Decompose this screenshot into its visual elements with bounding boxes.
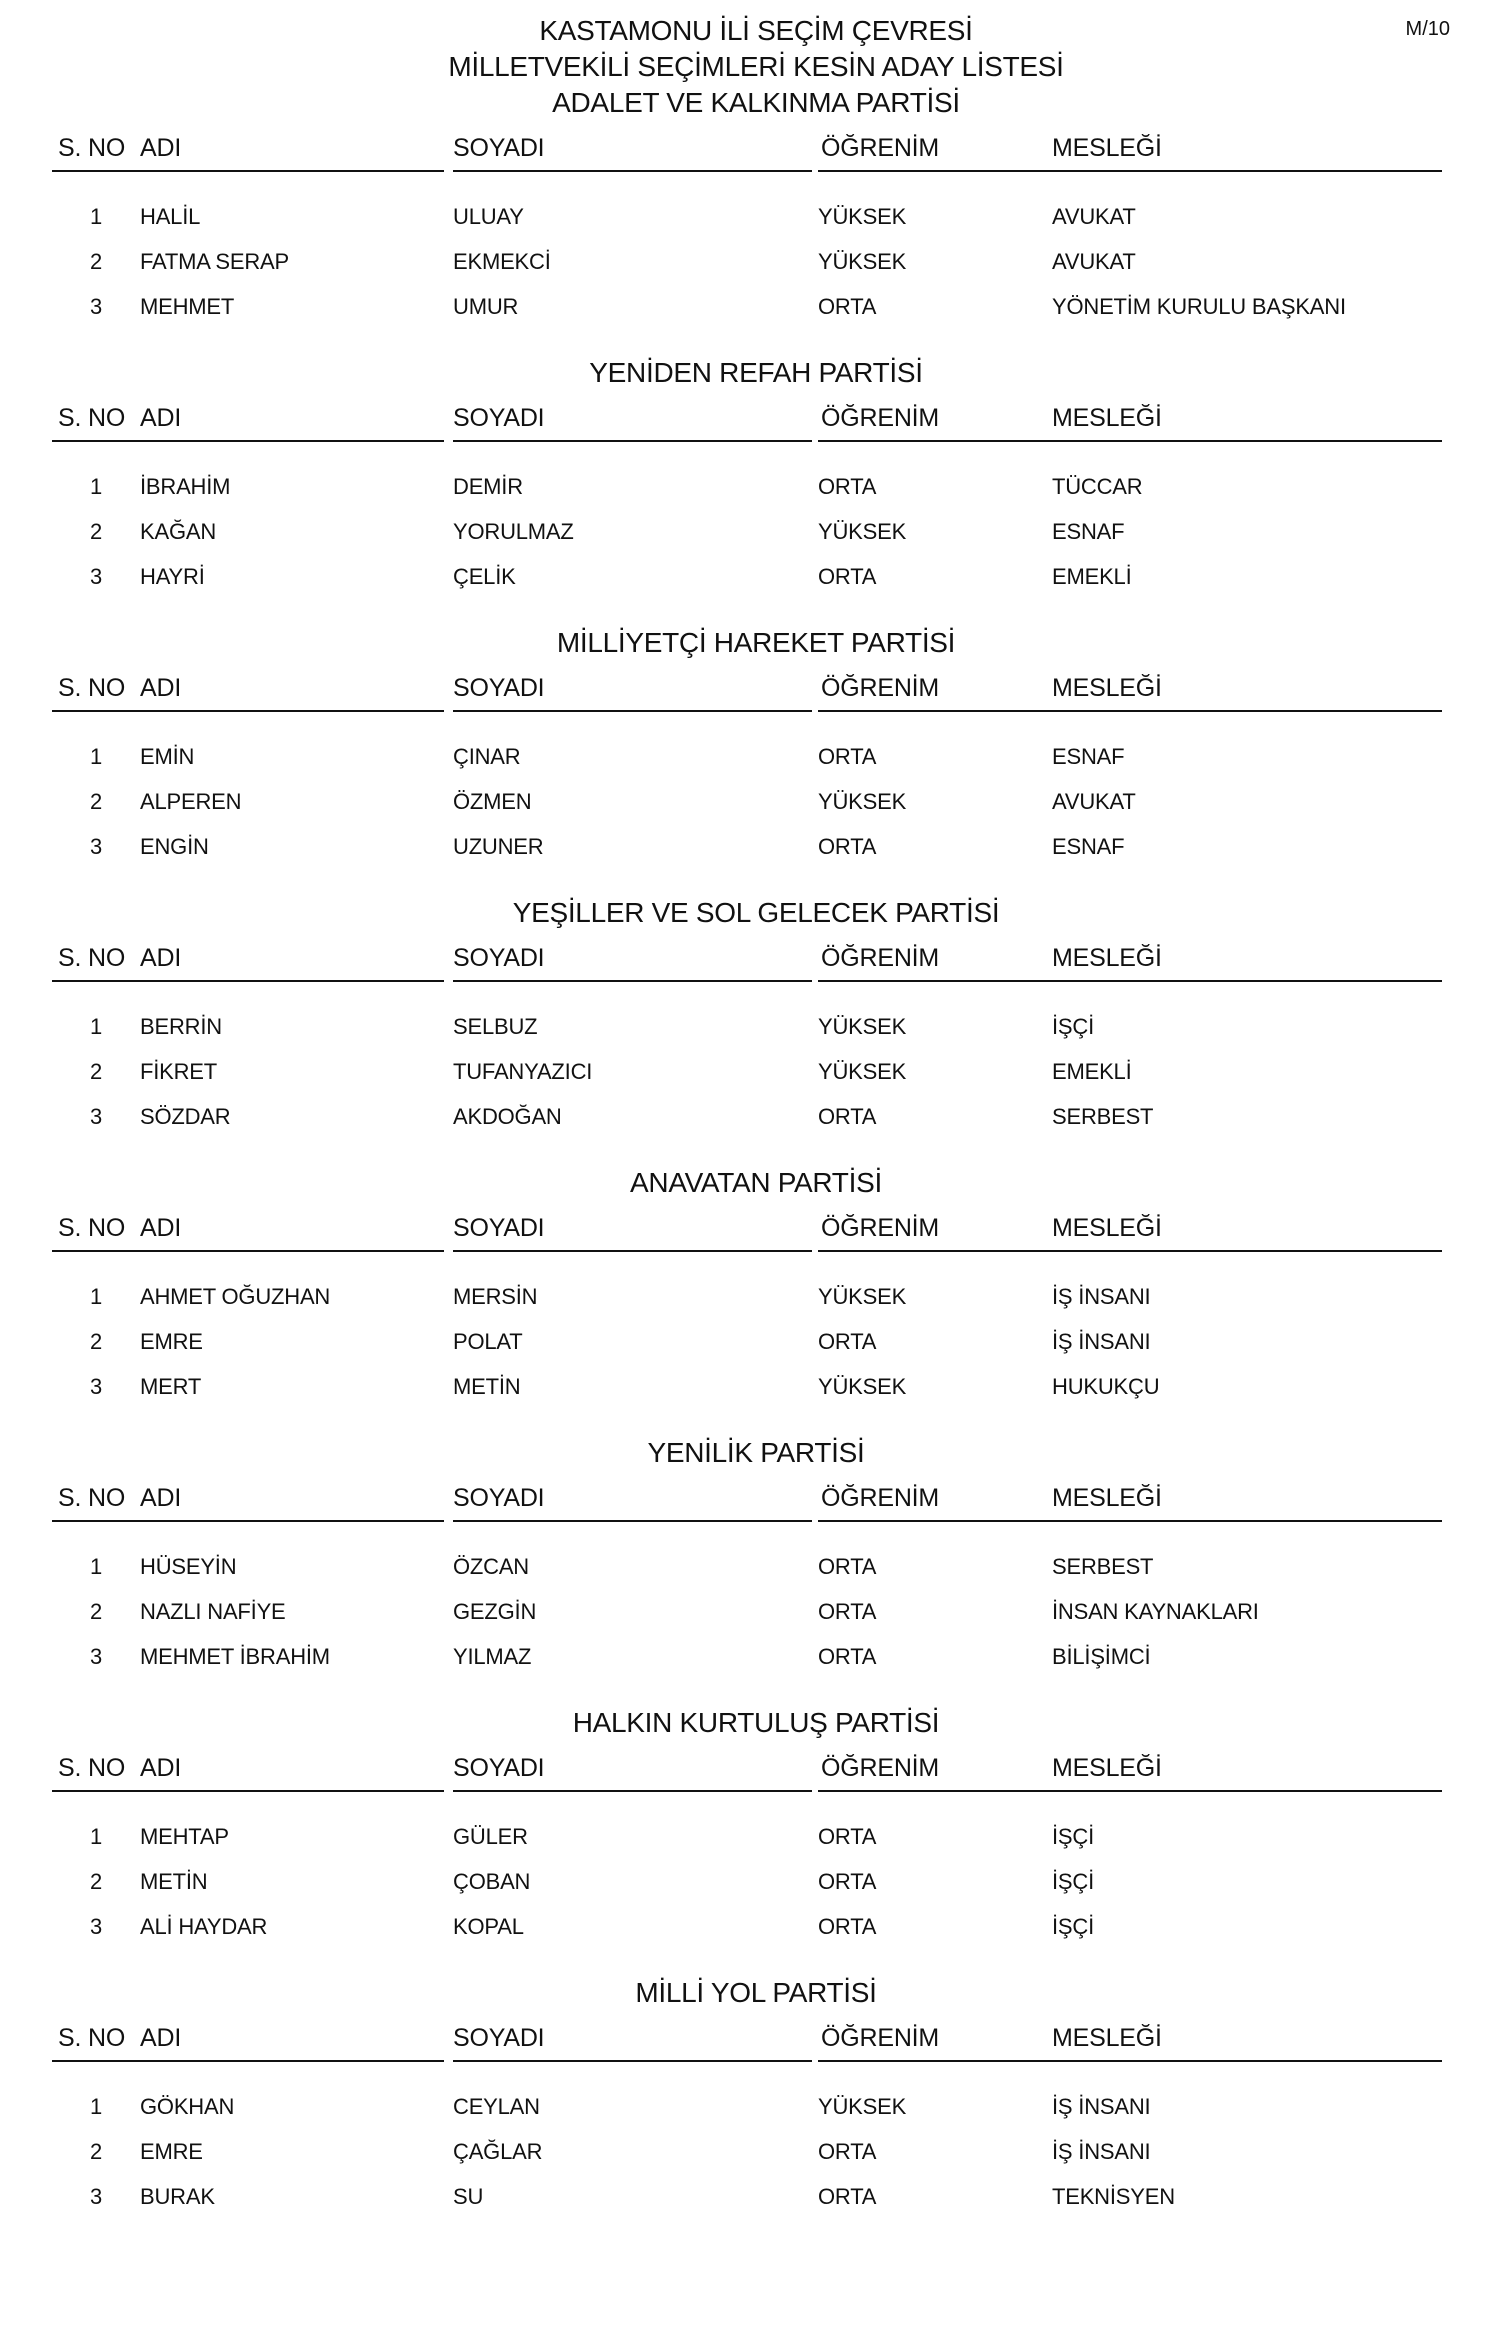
header-divider <box>818 2060 1442 2062</box>
candidate-name: ALİ HAYDAR <box>140 1914 268 1939</box>
header-divider <box>453 1250 812 1252</box>
candidate-name: FATMA SERAP <box>140 249 289 274</box>
column-header-profession: MESLEĞİ <box>1052 674 1162 702</box>
candidate-row <box>0 1822 1512 1862</box>
header-divider <box>52 980 444 982</box>
candidate-no: 2 <box>89 789 103 814</box>
candidate-surname: ÇELİK <box>453 564 516 589</box>
candidate-surname: GEZGİN <box>453 1599 537 1624</box>
column-header-education: ÖĞRENİM <box>821 944 940 972</box>
candidate-no: 3 <box>89 1914 103 1939</box>
header-divider <box>52 1790 444 1792</box>
candidate-education: YÜKSEK <box>818 519 907 544</box>
party-name: MİLLİ YOL PARTİSİ <box>635 1977 877 2008</box>
candidate-row <box>0 1912 1512 1952</box>
party-name: YENİDEN REFAH PARTİSİ <box>589 357 923 388</box>
candidate-profession: İNSAN KAYNAKLARI <box>1052 1599 1259 1624</box>
candidate-no: 1 <box>89 1824 103 1849</box>
candidate-profession: ESNAF <box>1052 519 1125 544</box>
header-divider <box>818 1520 1442 1522</box>
candidate-education: ORTA <box>818 1869 877 1894</box>
candidate-row <box>0 517 1512 557</box>
column-header-profession: MESLEĞİ <box>1052 2024 1162 2052</box>
candidate-no: 3 <box>89 294 103 319</box>
candidate-profession: ESNAF <box>1052 744 1125 769</box>
candidate-surname: MERSİN <box>453 1284 538 1309</box>
candidate-education: YÜKSEK <box>818 1284 907 1309</box>
header-divider <box>818 980 1442 982</box>
candidate-surname: ÇOBAN <box>453 1869 531 1894</box>
candidate-education: YÜKSEK <box>818 2094 907 2119</box>
candidate-surname: POLAT <box>453 1329 523 1354</box>
party-section <box>0 626 1512 876</box>
candidate-no: 3 <box>89 834 103 859</box>
candidate-no: 1 <box>89 1554 103 1579</box>
header-divider <box>453 980 812 982</box>
candidate-name: MEHTAP <box>140 1824 229 1849</box>
candidate-row <box>0 1057 1512 1097</box>
column-header-profession: MESLEĞİ <box>1052 404 1162 432</box>
candidate-row <box>0 1552 1512 1592</box>
candidate-name: ALPEREN <box>140 789 242 814</box>
party-name: YENİLİK PARTİSİ <box>647 1437 865 1468</box>
party-section <box>0 86 1512 336</box>
document-title: KASTAMONU İLİ SEÇİM ÇEVRESİ <box>539 15 973 46</box>
candidate-name: SÖZDAR <box>140 1104 231 1129</box>
column-header-surname: SOYADI <box>453 404 545 432</box>
candidate-row <box>0 1282 1512 1322</box>
column-header-no: S. NO <box>58 404 126 432</box>
candidate-surname: TUFANYAZICI <box>453 1059 593 1084</box>
candidate-row <box>0 472 1512 512</box>
candidate-education: ORTA <box>818 744 877 769</box>
candidate-name: BERRİN <box>140 1014 222 1039</box>
column-header-no: S. NO <box>58 1214 126 1242</box>
column-header-no: S. NO <box>58 2024 126 2052</box>
candidate-name: MEHMET İBRAHİM <box>140 1644 330 1669</box>
column-header-education: ÖĞRENİM <box>821 404 940 432</box>
candidate-surname: YILMAZ <box>453 1644 532 1669</box>
candidate-profession: AVUKAT <box>1052 249 1136 274</box>
candidate-education: ORTA <box>818 1644 877 1669</box>
candidate-no: 3 <box>89 1374 103 1399</box>
column-header-surname: SOYADI <box>453 1484 545 1512</box>
candidate-name: GÖKHAN <box>140 2094 235 2119</box>
candidate-row <box>0 247 1512 287</box>
candidate-surname: CEYLAN <box>453 2094 540 2119</box>
candidate-surname: EKMEKCİ <box>453 249 551 274</box>
candidate-surname: METİN <box>453 1374 521 1399</box>
candidate-name: MEHMET <box>140 294 235 319</box>
candidate-no: 2 <box>89 519 103 544</box>
candidate-no: 1 <box>89 474 103 499</box>
candidate-surname: SU <box>453 2184 484 2209</box>
party-section <box>0 356 1512 606</box>
candidate-surname: DEMİR <box>453 474 523 499</box>
header-divider <box>818 1790 1442 1792</box>
header-divider <box>818 170 1442 172</box>
header-divider <box>52 1520 444 1522</box>
column-header-name: ADI <box>140 1214 182 1242</box>
candidate-education: ORTA <box>818 834 877 859</box>
candidate-profession: BİLİŞİMCİ <box>1052 1644 1151 1669</box>
candidate-name: METİN <box>140 1869 208 1894</box>
candidate-no: 2 <box>89 1329 103 1354</box>
candidate-row <box>0 832 1512 872</box>
candidate-no: 3 <box>89 2184 103 2209</box>
column-header-name: ADI <box>140 1484 182 1512</box>
candidate-no: 3 <box>89 1104 103 1129</box>
party-name: ANAVATAN PARTİSİ <box>630 1167 882 1198</box>
candidate-no: 3 <box>89 564 103 589</box>
candidate-row <box>0 1102 1512 1142</box>
candidate-profession: TÜCCAR <box>1052 474 1143 499</box>
candidate-profession: SERBEST <box>1052 1104 1154 1129</box>
candidate-name: ENGİN <box>140 834 209 859</box>
party-section <box>0 1436 1512 1686</box>
candidate-name: EMRE <box>140 2139 203 2164</box>
column-header-name: ADI <box>140 1754 182 1782</box>
candidate-education: ORTA <box>818 2139 877 2164</box>
column-header-no: S. NO <box>58 1754 126 1782</box>
candidate-profession: ESNAF <box>1052 834 1125 859</box>
candidate-education: ORTA <box>818 564 877 589</box>
candidate-no: 2 <box>89 2139 103 2164</box>
candidate-profession: İŞ İNSANI <box>1052 1329 1151 1354</box>
candidate-surname: ÇAĞLAR <box>453 2139 543 2164</box>
page-code: M/10 <box>1405 18 1450 40</box>
candidate-education: ORTA <box>818 1914 877 1939</box>
candidate-surname: UZUNER <box>453 834 544 859</box>
candidate-name: MERT <box>140 1374 202 1399</box>
column-header-no: S. NO <box>58 134 126 162</box>
candidate-no: 1 <box>89 204 103 229</box>
header-divider <box>453 1790 812 1792</box>
candidate-row <box>0 2182 1512 2222</box>
candidate-no: 1 <box>89 1014 103 1039</box>
header-divider <box>52 440 444 442</box>
column-header-education: ÖĞRENİM <box>821 2024 940 2052</box>
header-divider <box>453 2060 812 2062</box>
candidate-no: 1 <box>89 2094 103 2119</box>
candidate-name: HALİL <box>140 204 201 229</box>
header-divider <box>52 2060 444 2062</box>
candidate-row <box>0 292 1512 332</box>
candidate-name: İBRAHİM <box>140 474 231 499</box>
column-header-education: ÖĞRENİM <box>821 674 940 702</box>
header-divider <box>453 170 812 172</box>
candidate-surname: KOPAL <box>453 1914 524 1939</box>
candidate-education: YÜKSEK <box>818 1374 907 1399</box>
column-header-profession: MESLEĞİ <box>1052 1484 1162 1512</box>
candidate-row <box>0 1867 1512 1907</box>
column-header-education: ÖĞRENİM <box>821 1754 940 1782</box>
column-header-name: ADI <box>140 944 182 972</box>
candidate-profession: İŞÇİ <box>1052 1914 1094 1939</box>
column-header-surname: SOYADI <box>453 944 545 972</box>
candidate-surname: GÜLER <box>453 1824 528 1849</box>
candidate-name: KAĞAN <box>140 519 217 544</box>
candidate-row <box>0 2137 1512 2177</box>
candidate-profession: AVUKAT <box>1052 789 1136 814</box>
candidate-education: ORTA <box>818 294 877 319</box>
candidate-profession: EMEKLİ <box>1052 564 1132 589</box>
column-header-no: S. NO <box>58 674 126 702</box>
candidate-education: ORTA <box>818 1554 877 1579</box>
candidate-no: 1 <box>89 744 103 769</box>
candidate-education: YÜKSEK <box>818 1014 907 1039</box>
candidate-education: ORTA <box>818 474 877 499</box>
candidate-surname: SELBUZ <box>453 1014 538 1039</box>
candidate-row <box>0 562 1512 602</box>
candidate-education: YÜKSEK <box>818 789 907 814</box>
candidate-no: 2 <box>89 1869 103 1894</box>
header-divider <box>52 1250 444 1252</box>
candidate-name: NAZLI NAFİYE <box>140 1599 286 1624</box>
column-header-profession: MESLEĞİ <box>1052 134 1162 162</box>
candidate-profession: İŞ İNSANI <box>1052 2139 1151 2164</box>
column-header-name: ADI <box>140 134 182 162</box>
candidate-profession: İŞÇİ <box>1052 1014 1094 1039</box>
header-divider <box>453 440 812 442</box>
column-header-profession: MESLEĞİ <box>1052 944 1162 972</box>
column-header-surname: SOYADI <box>453 674 545 702</box>
candidate-education: ORTA <box>818 1824 877 1849</box>
column-header-profession: MESLEĞİ <box>1052 1754 1162 1782</box>
column-header-profession: MESLEĞİ <box>1052 1214 1162 1242</box>
party-section <box>0 896 1512 1146</box>
header-divider <box>818 710 1442 712</box>
candidate-no: 2 <box>89 1599 103 1624</box>
column-header-surname: SOYADI <box>453 1754 545 1782</box>
candidate-education: ORTA <box>818 1599 877 1624</box>
candidate-name: HAYRİ <box>140 564 205 589</box>
candidate-row <box>0 1372 1512 1412</box>
candidate-profession: HUKUKÇU <box>1052 1374 1160 1399</box>
party-name: HALKIN KURTULUŞ PARTİSİ <box>572 1707 940 1738</box>
candidate-profession: EMEKLİ <box>1052 1059 1132 1084</box>
candidate-row <box>0 1597 1512 1637</box>
header-divider <box>818 440 1442 442</box>
candidate-education: ORTA <box>818 1104 877 1129</box>
candidate-education: ORTA <box>818 2184 877 2209</box>
candidate-surname: ULUAY <box>453 204 524 229</box>
party-section <box>0 1166 1512 1416</box>
candidate-surname: AKDOĞAN <box>453 1104 562 1129</box>
header-divider <box>52 710 444 712</box>
candidate-no: 2 <box>89 249 103 274</box>
candidate-profession: SERBEST <box>1052 1554 1154 1579</box>
column-header-education: ÖĞRENİM <box>821 134 940 162</box>
candidate-no: 1 <box>89 1284 103 1309</box>
candidate-name: EMİN <box>140 744 195 769</box>
candidate-row <box>0 2092 1512 2132</box>
candidate-surname: YORULMAZ <box>453 519 574 544</box>
candidate-no: 3 <box>89 1644 103 1669</box>
candidate-surname: ÖZMEN <box>453 789 532 814</box>
candidate-row <box>0 202 1512 242</box>
candidate-row <box>0 1012 1512 1052</box>
candidate-surname: ÖZCAN <box>453 1554 530 1579</box>
candidate-row <box>0 787 1512 827</box>
party-name: YEŞİLLER VE SOL GELECEK PARTİSİ <box>512 897 1000 928</box>
candidate-profession: İŞ İNSANI <box>1052 2094 1151 2119</box>
candidate-name: FİKRET <box>140 1059 218 1084</box>
candidate-education: ORTA <box>818 1329 877 1354</box>
column-header-surname: SOYADI <box>453 2024 545 2052</box>
candidate-profession: TEKNİSYEN <box>1052 2184 1175 2209</box>
candidate-surname: ÇINAR <box>453 744 521 769</box>
candidate-row <box>0 1642 1512 1682</box>
column-header-name: ADI <box>140 2024 182 2052</box>
document-subtitle: MİLLETVEKİLİ SEÇİMLERİ KESİN ADAY LİSTESİ <box>448 51 1064 82</box>
candidate-education: YÜKSEK <box>818 249 907 274</box>
candidate-profession: AVUKAT <box>1052 204 1136 229</box>
header-divider <box>453 1520 812 1522</box>
column-header-name: ADI <box>140 404 182 432</box>
party-section <box>0 1976 1512 2226</box>
header-divider <box>52 170 444 172</box>
candidate-no: 2 <box>89 1059 103 1084</box>
candidate-education: YÜKSEK <box>818 204 907 229</box>
column-header-education: ÖĞRENİM <box>821 1484 940 1512</box>
party-name: MİLLİYETÇİ HAREKET PARTİSİ <box>556 627 956 658</box>
header-divider <box>818 1250 1442 1252</box>
header-divider <box>453 710 812 712</box>
column-header-surname: SOYADI <box>453 1214 545 1242</box>
candidate-surname: UMUR <box>453 294 519 319</box>
candidate-row <box>0 1327 1512 1367</box>
candidate-profession: İŞ İNSANI <box>1052 1284 1151 1309</box>
column-header-name: ADI <box>140 674 182 702</box>
party-section <box>0 1706 1512 1956</box>
party-name: ADALET VE KALKINMA PARTİSİ <box>552 87 960 118</box>
candidate-name: BURAK <box>140 2184 215 2209</box>
candidate-profession: YÖNETİM KURULU BAŞKANI <box>1052 294 1346 319</box>
candidate-education: YÜKSEK <box>818 1059 907 1084</box>
candidate-name: EMRE <box>140 1329 203 1354</box>
candidate-row <box>0 742 1512 782</box>
candidate-profession: İŞÇİ <box>1052 1824 1094 1849</box>
column-header-education: ÖĞRENİM <box>821 1214 940 1242</box>
column-header-no: S. NO <box>58 1484 126 1512</box>
candidate-profession: İŞÇİ <box>1052 1869 1094 1894</box>
candidate-name: HÜSEYİN <box>140 1554 237 1579</box>
column-header-no: S. NO <box>58 944 126 972</box>
column-header-surname: SOYADI <box>453 134 545 162</box>
candidate-name: AHMET OĞUZHAN <box>140 1284 331 1309</box>
